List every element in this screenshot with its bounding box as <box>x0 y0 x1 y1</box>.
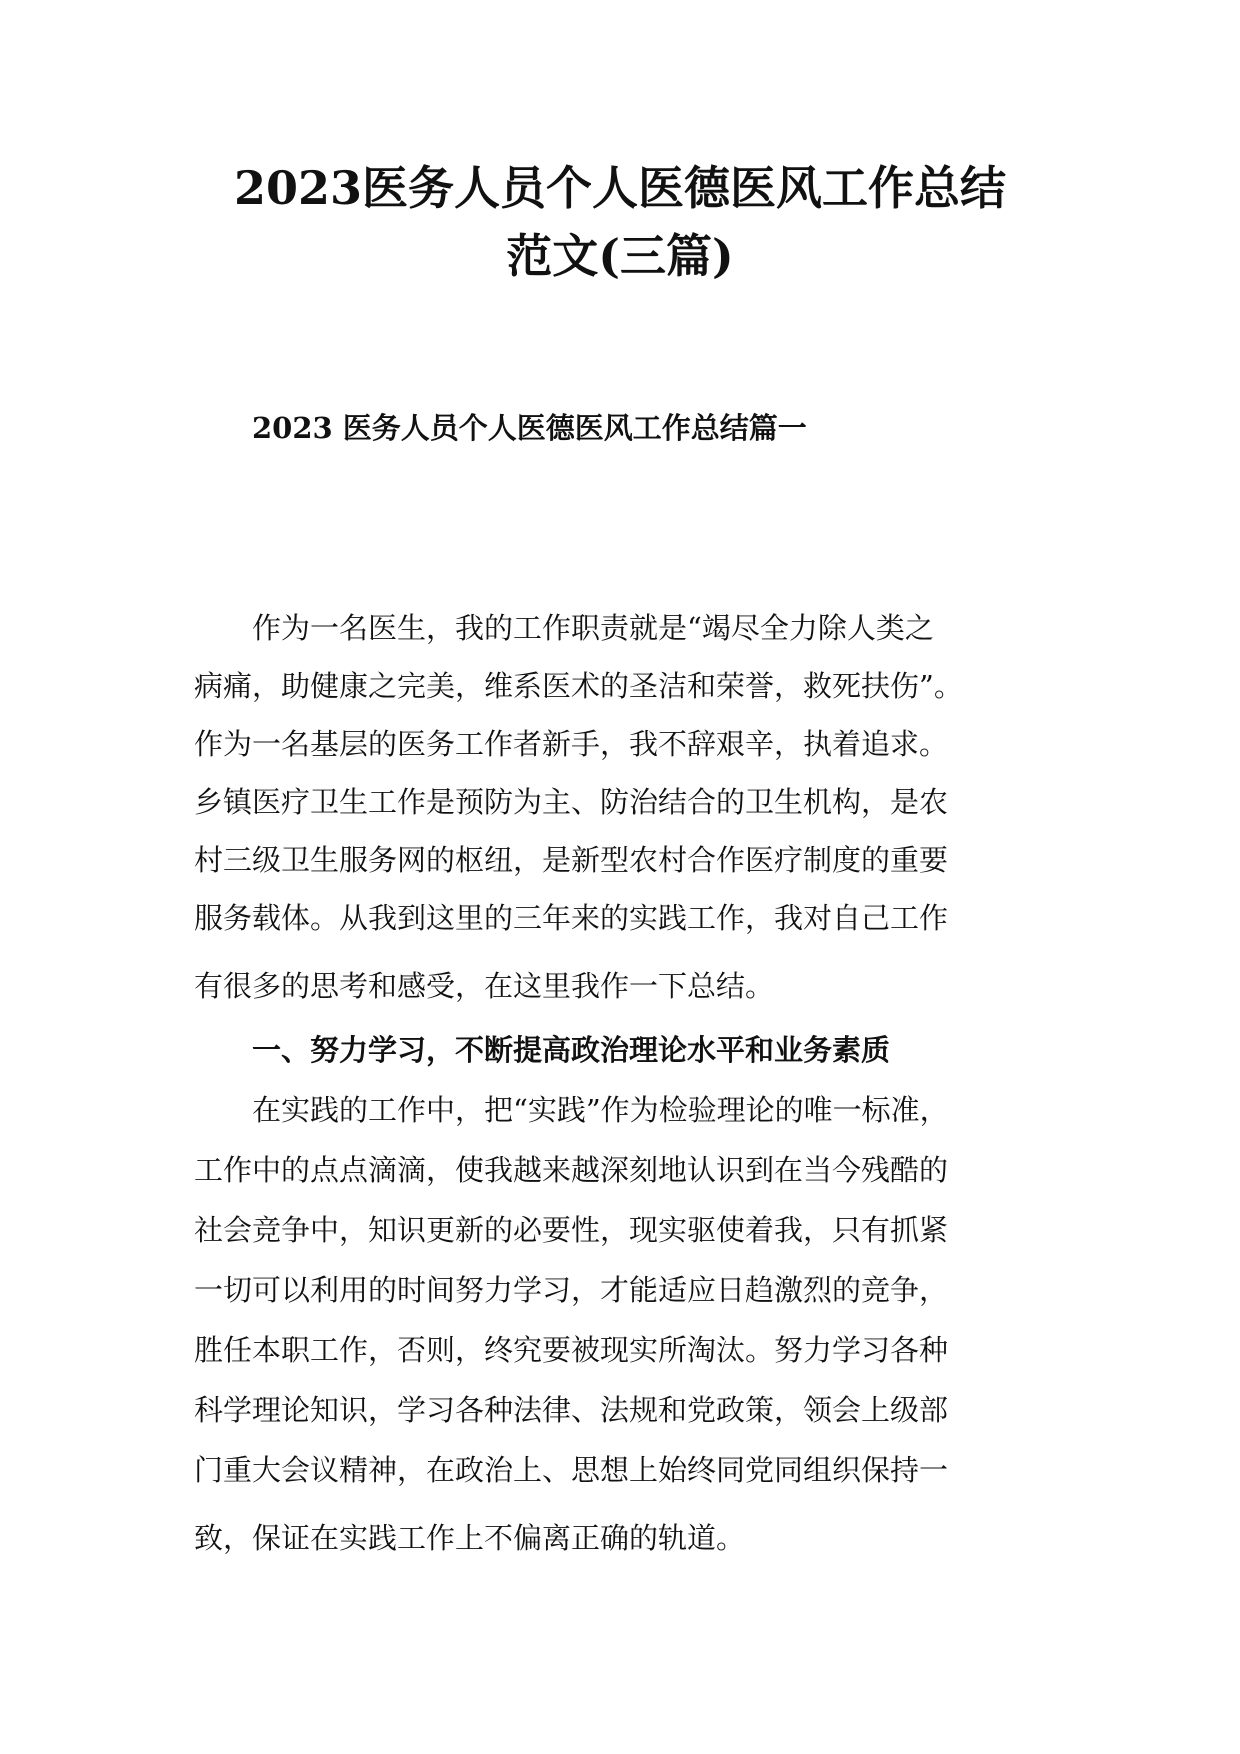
paragraph-line: 门重大会议精神，在政治上、思想上始终同党同组织保持一 <box>194 1453 949 1487</box>
paragraph-line: 在实践的工作中，把“实践”作为检验理论的唯一标准， <box>252 1093 949 1127</box>
paragraph-line: 科学理论知识，学习各种法律、法规和党政策，领会上级部 <box>194 1393 949 1427</box>
paragraph-line: 胜任本职工作，否则，终究要被现实所淘汰。努力学习各种 <box>194 1333 949 1367</box>
paragraph-line: 工作中的点点滴滴，使我越来越深刻地认识到在当今残酷的 <box>194 1153 949 1187</box>
section-heading-1: 一、努力学习，不断提高政治理论水平和业务素质 <box>252 1033 891 1067</box>
paragraph-line: 作为一名基层的医务工作者新手，我不辞艰辛，执着追求。 <box>194 727 949 761</box>
document-title-line-2: 范文(三篇) <box>506 229 734 283</box>
document-title-line-1: 2023医务人员个人医德医风工作总结 <box>233 161 1007 215</box>
paragraph-line: 社会竞争中，知识更新的必要性，现实驱使着我，只有抓紧 <box>194 1213 949 1247</box>
paragraph-line: 村三级卫生服务网的枢纽，是新型农村合作医疗制度的重要 <box>194 843 949 877</box>
paragraph-line: 服务载体。从我到这里的三年来的实践工作，我对自己工作 <box>194 901 949 935</box>
paragraph-line: 病痛，助健康之完美，维系医术的圣洁和荣誉，救死扶伤”。 <box>194 669 963 703</box>
paragraph-line: 一切可以利用的时间努力学习，才能适应日趋激烈的竞争， <box>194 1273 949 1307</box>
paragraph-line: 致，保证在实践工作上不偏离正确的轨道。 <box>194 1521 746 1555</box>
paragraph-line: 乡镇医疗卫生工作是预防为主、防治结合的卫生机构，是农 <box>194 785 949 819</box>
paragraph-line: 有很多的思考和感受，在这里我作一下总结。 <box>194 969 775 1003</box>
section-title: 2023 医务人员个人医德医风工作总结篇一 <box>252 411 807 445</box>
paragraph-line: 作为一名医生，我的工作职责就是“竭尽全力除人类之 <box>252 611 934 645</box>
